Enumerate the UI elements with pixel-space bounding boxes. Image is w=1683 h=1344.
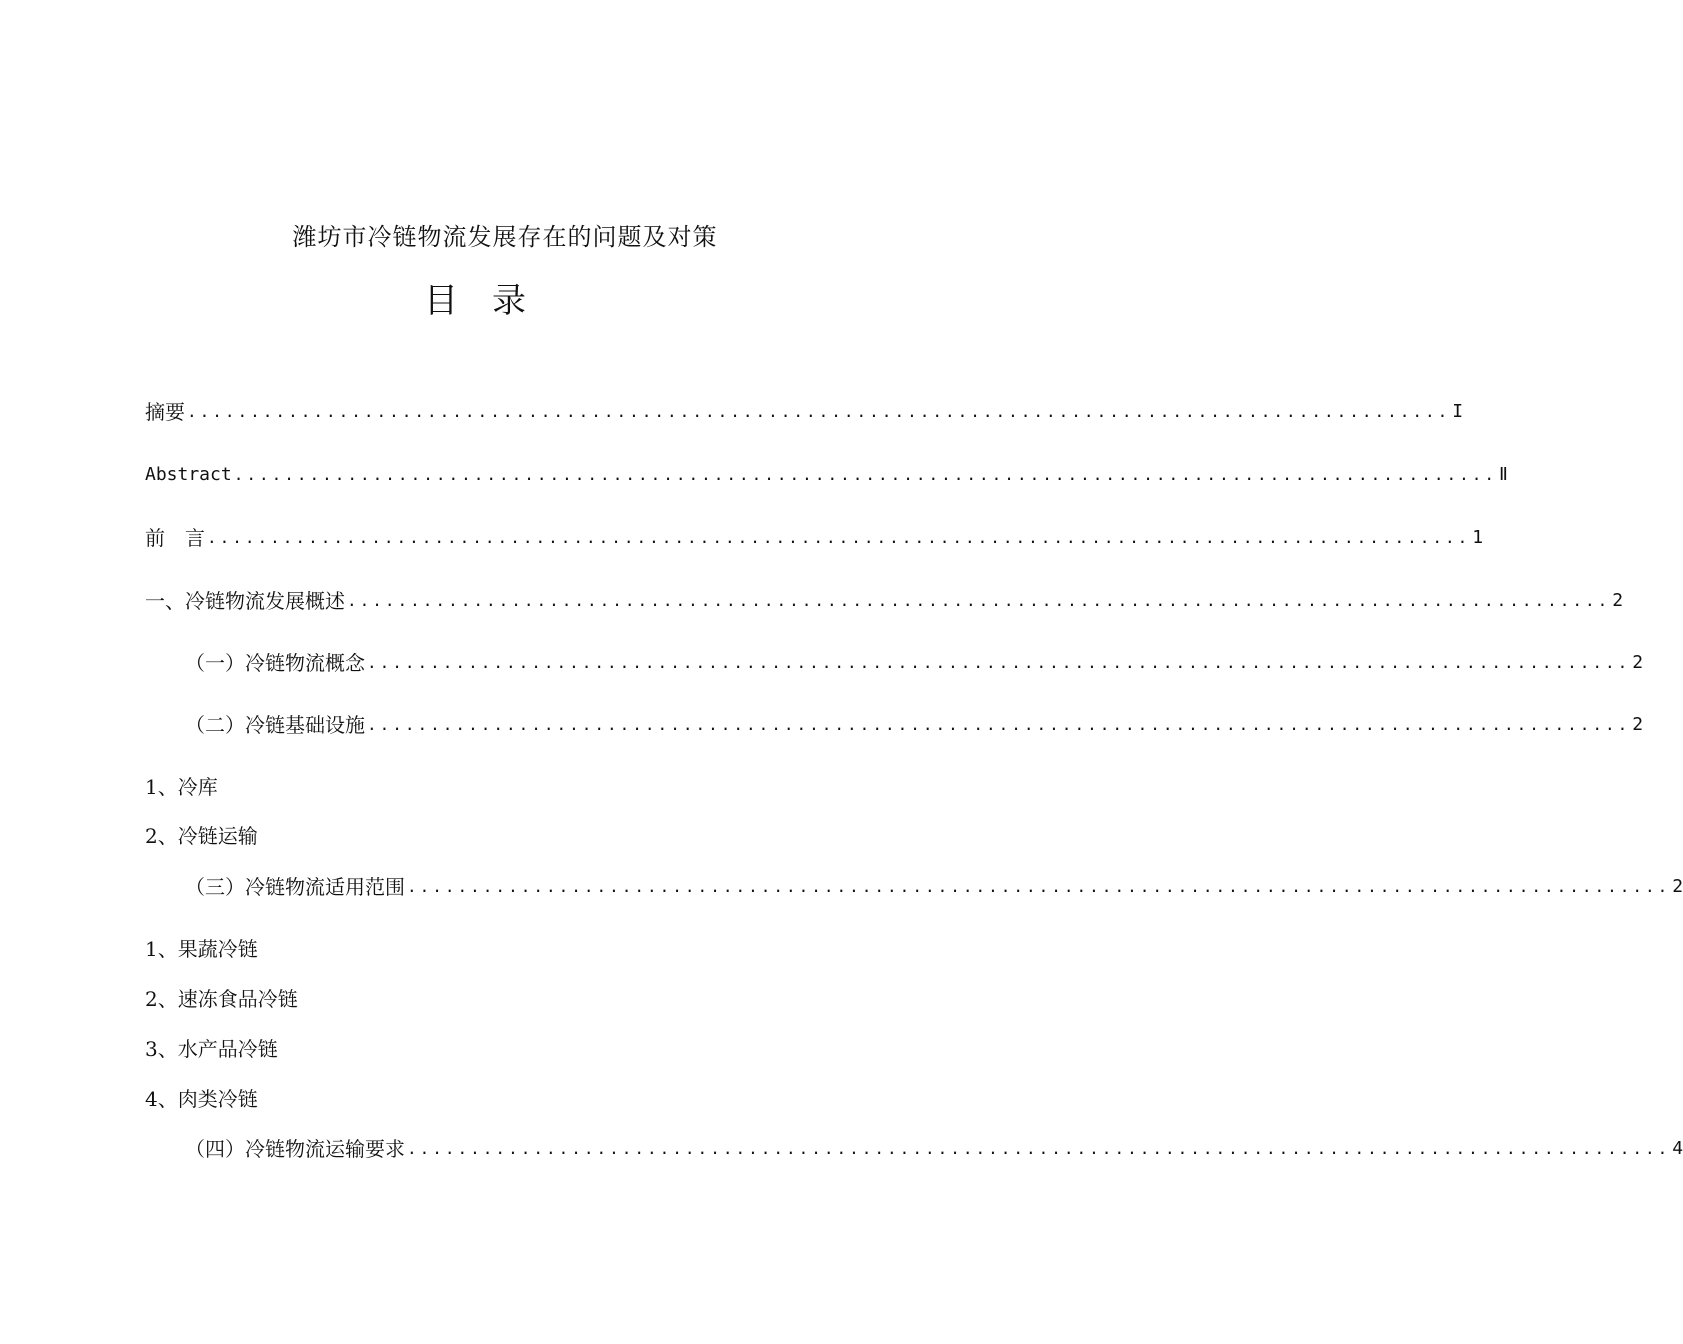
toc-leader-dots: .................................................................................................... xyxy=(407,1139,1671,1158)
toc-leader-dots: .................................................................................................... xyxy=(233,465,1497,484)
toc-entry-label: （一）冷链物流概念 xyxy=(185,651,365,675)
toc-entry-page: I xyxy=(1452,401,1464,422)
toc-entry-section-1-4[interactable] xyxy=(185,1135,1683,1163)
toc-entry-page: 2 xyxy=(1612,590,1624,611)
toc-entry-subitem[interactable]: 2、速冻食品冷链 xyxy=(145,987,298,1011)
toc-leader-dots: .................................................................................................... xyxy=(347,591,1611,610)
toc-entry-page: 2 xyxy=(1672,876,1683,897)
toc-entry-preface[interactable] xyxy=(145,524,1484,552)
toc-entry-section-1-1[interactable] xyxy=(185,649,1644,677)
toc-entry-chapter-1[interactable] xyxy=(145,587,1624,615)
toc-entry-label: 一、冷链物流发展概述 xyxy=(145,589,345,613)
toc-entry-subitem[interactable]: 1、果蔬冷链 xyxy=(145,937,258,961)
toc-leader-dots: .................................................................................................... xyxy=(367,715,1631,734)
toc-entry-label: （三）冷链物流适用范围 xyxy=(185,875,405,899)
toc-entry-subitem[interactable]: 3、水产品冷链 xyxy=(145,1037,278,1061)
toc-entry-page: 2 xyxy=(1632,714,1644,735)
toc-leader-dots: .................................................................................................... xyxy=(407,877,1671,896)
toc-entry-subitem[interactable]: 2、冷链运输 xyxy=(145,824,258,848)
toc-entry-page: 1 xyxy=(1472,527,1484,548)
toc-entry-page: 2 xyxy=(1632,652,1644,673)
toc-entry-page: 4 xyxy=(1672,1138,1683,1159)
toc-entry-label: 前 言 xyxy=(145,526,205,550)
document-title: 潍坊市冷链物流发展存在的问题及对策 xyxy=(292,223,718,251)
toc-leader-dots: .................................................................................................... xyxy=(187,402,1451,421)
toc-entry-page: Ⅱ xyxy=(1498,464,1508,485)
toc-entry-label: Abstract xyxy=(145,464,232,485)
toc-entry-label: （四）冷链物流运输要求 xyxy=(185,1137,405,1161)
toc-entry-abstract-en[interactable] xyxy=(145,461,1508,489)
toc-heading: 目 录 xyxy=(424,281,526,321)
toc-entry-label: 摘要 xyxy=(145,400,185,424)
toc-entry-abstract-cn[interactable] xyxy=(145,398,1464,426)
toc-leader-dots: .................................................................................................... xyxy=(207,528,1471,547)
toc-entry-label: （二）冷链基础设施 xyxy=(185,713,365,737)
toc-entry-subitem[interactable]: 4、肉类冷链 xyxy=(145,1087,258,1111)
toc-entry-section-1-3[interactable] xyxy=(185,873,1683,901)
toc-entry-section-1-2[interactable] xyxy=(185,711,1644,739)
toc-leader-dots: .................................................................................................... xyxy=(367,653,1631,672)
toc-entry-subitem[interactable]: 1、冷库 xyxy=(145,775,218,799)
